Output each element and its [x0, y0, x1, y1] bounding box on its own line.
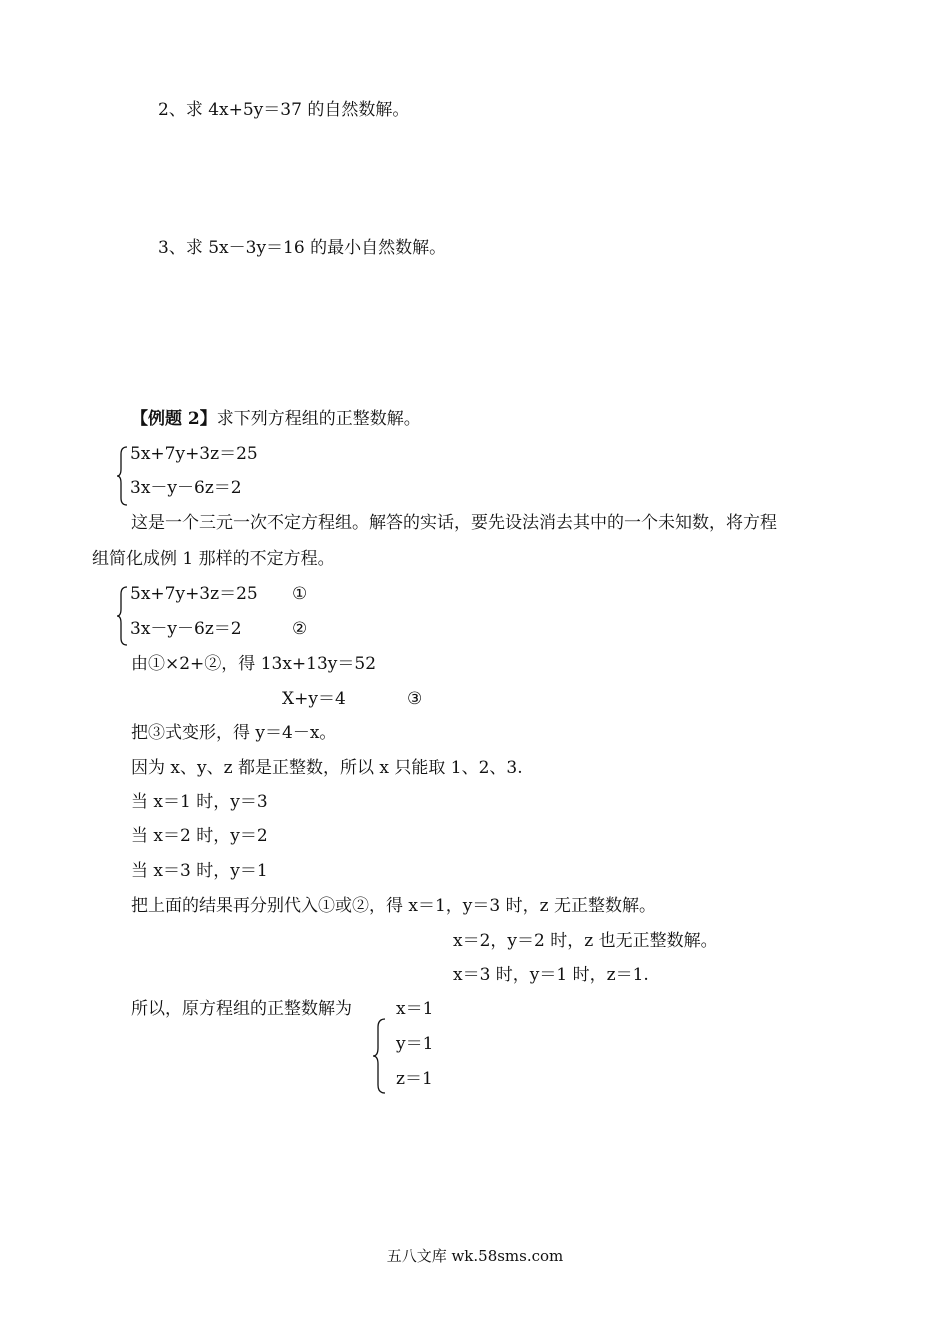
example-2-title	[131, 408, 421, 430]
example-2-prompt: 求下列方程组的正整数解。	[216, 409, 421, 429]
left-brace-system-1	[116, 446, 128, 506]
step-2: X+y＝4	[282, 689, 346, 709]
system-1-equation-1: 5x+7y+3z＝25	[130, 444, 258, 464]
answer-prefix: 所以，原方程组的正整数解为	[131, 999, 352, 1019]
equation-mark-2: ②	[292, 619, 308, 639]
step-1: 由①×2+②，得 13x+13y＝52	[131, 654, 377, 674]
left-brace-system-2	[116, 586, 128, 646]
page-footer: 五八文库 wk.58sms.com	[386, 1247, 564, 1265]
case-2: 当 x＝2 时，y＝2	[131, 826, 268, 846]
substitution-2: x＝2，y＝2 时，z 也无正整数解。	[453, 931, 718, 951]
system-2-equation-2: 3x－y－6z＝2	[130, 619, 242, 639]
problem-3: 3、求 5x－3y＝16 的最小自然数解。	[158, 238, 447, 258]
answer-x: x＝1	[396, 999, 434, 1019]
left-brace-answer	[372, 1018, 386, 1094]
step-4: 因为 x、y、z 都是正整数，所以 x 只能取 1、2、3.	[131, 758, 523, 778]
problem-2: 2、求 4x+5y＝37 的自然数解。	[158, 100, 410, 120]
example-2-heading: 【例题 2】	[131, 409, 217, 429]
system-1-equation-2: 3x－y－6z＝2	[130, 478, 242, 498]
answer-y: y＝1	[396, 1034, 434, 1054]
intro-line-1: 这是一个三元一次不定方程组。解答的实话，要先设法消去其中的一个未知数，将方程	[131, 513, 777, 533]
substitution-3: x＝3 时，y＝1 时，z＝1.	[453, 965, 649, 985]
step-3: 把③式变形，得 y＝4－x。	[131, 723, 337, 743]
equation-mark-1: ①	[292, 584, 308, 604]
intro-line-2: 组简化成例 1 那样的不定方程。	[92, 549, 335, 569]
case-1: 当 x＝1 时，y＝3	[131, 792, 268, 812]
substitution-1: 把上面的结果再分别代入①或②，得 x＝1，y＝3 时，z 无正整数解。	[131, 896, 656, 916]
case-3: 当 x＝3 时，y＝1	[131, 861, 268, 881]
answer-z: z＝1	[396, 1069, 433, 1089]
equation-mark-3: ③	[407, 689, 423, 709]
system-2-equation-1: 5x+7y+3z＝25	[130, 584, 258, 604]
